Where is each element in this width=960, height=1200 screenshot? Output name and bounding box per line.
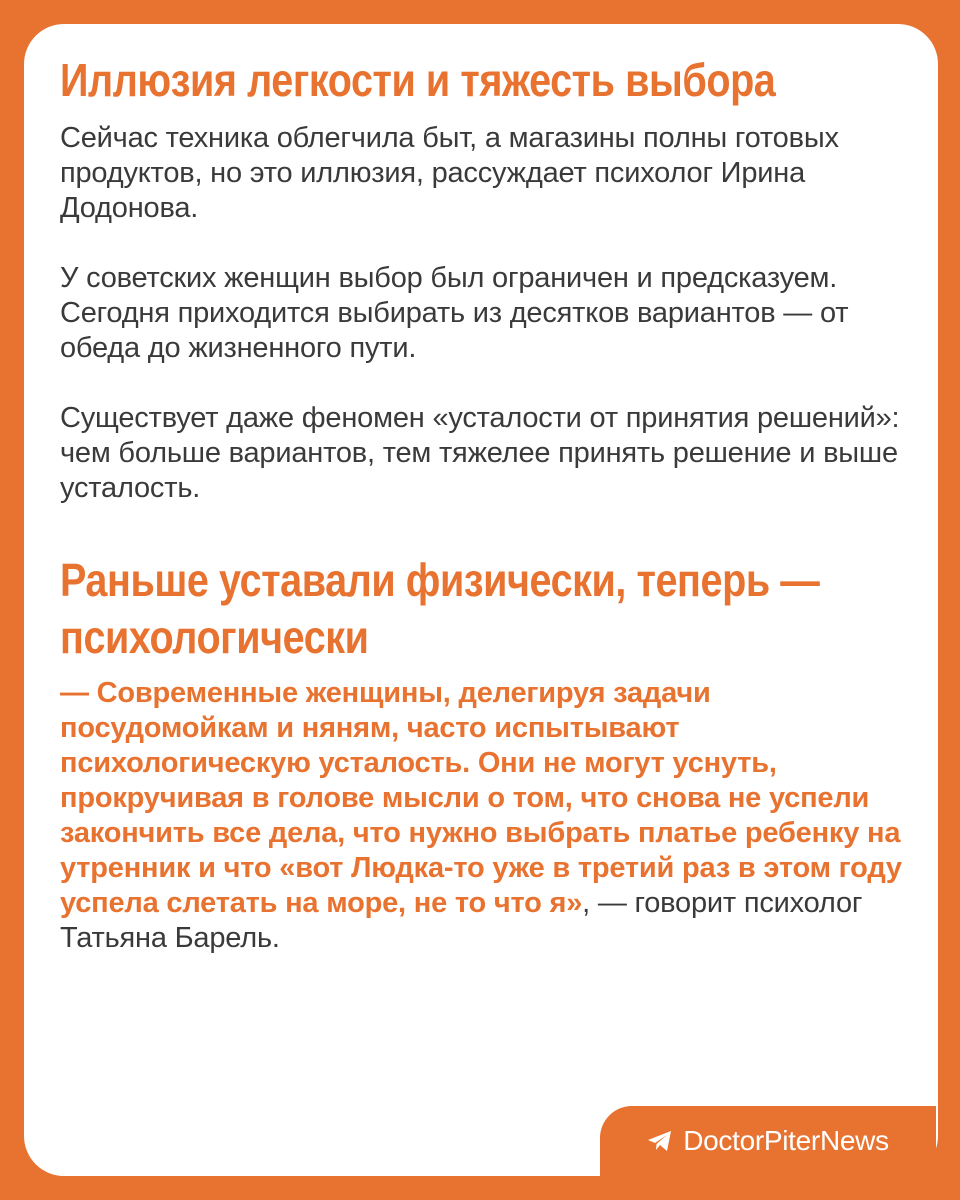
heading-illusion: Иллюзия легкости и тяжесть выбора xyxy=(60,54,776,106)
channel-name: DoctorPiterNews xyxy=(683,1125,889,1156)
telegram-icon xyxy=(647,1130,673,1152)
quote-attribution: , — говорит психолог Татьяна Барель. xyxy=(60,887,863,954)
paragraph-3: Существует даже феномен «усталости от принятия решений»: чем больше вариантов, тем тяжелее принять решение и выше усталость. xyxy=(60,402,900,504)
channel-badge[interactable] xyxy=(600,1106,936,1176)
quote-accent-text: — Современные женщины, делегируя задачи посудомойкам и няням, часто испытывают психологическую усталость. Они не могут уснуть, прокручивая в голове мысли о том, что снова не успели закончить все дела, что нужно выбрать платье ребенку на утренник и что «вот Людка-то уже в третий раз в этом году успела слетать на море, не то что я» xyxy=(60,677,902,919)
paragraph-2: У советских женщин выбор был ограничен и предсказуем. Сегодня приходится выбирать из десятков вариантов — от обеда до жизненного пути. xyxy=(60,262,849,364)
heading-fatigue: Раньше уставали физически, теперь — психологически xyxy=(60,554,820,663)
quote xyxy=(60,676,920,956)
paragraph-1: Сейчас техника облегчила быт, а магазины полны готовых продуктов, но это иллюзия, рассуждает психолог Ирина Додонова. xyxy=(60,122,839,224)
article-card xyxy=(24,24,938,1176)
